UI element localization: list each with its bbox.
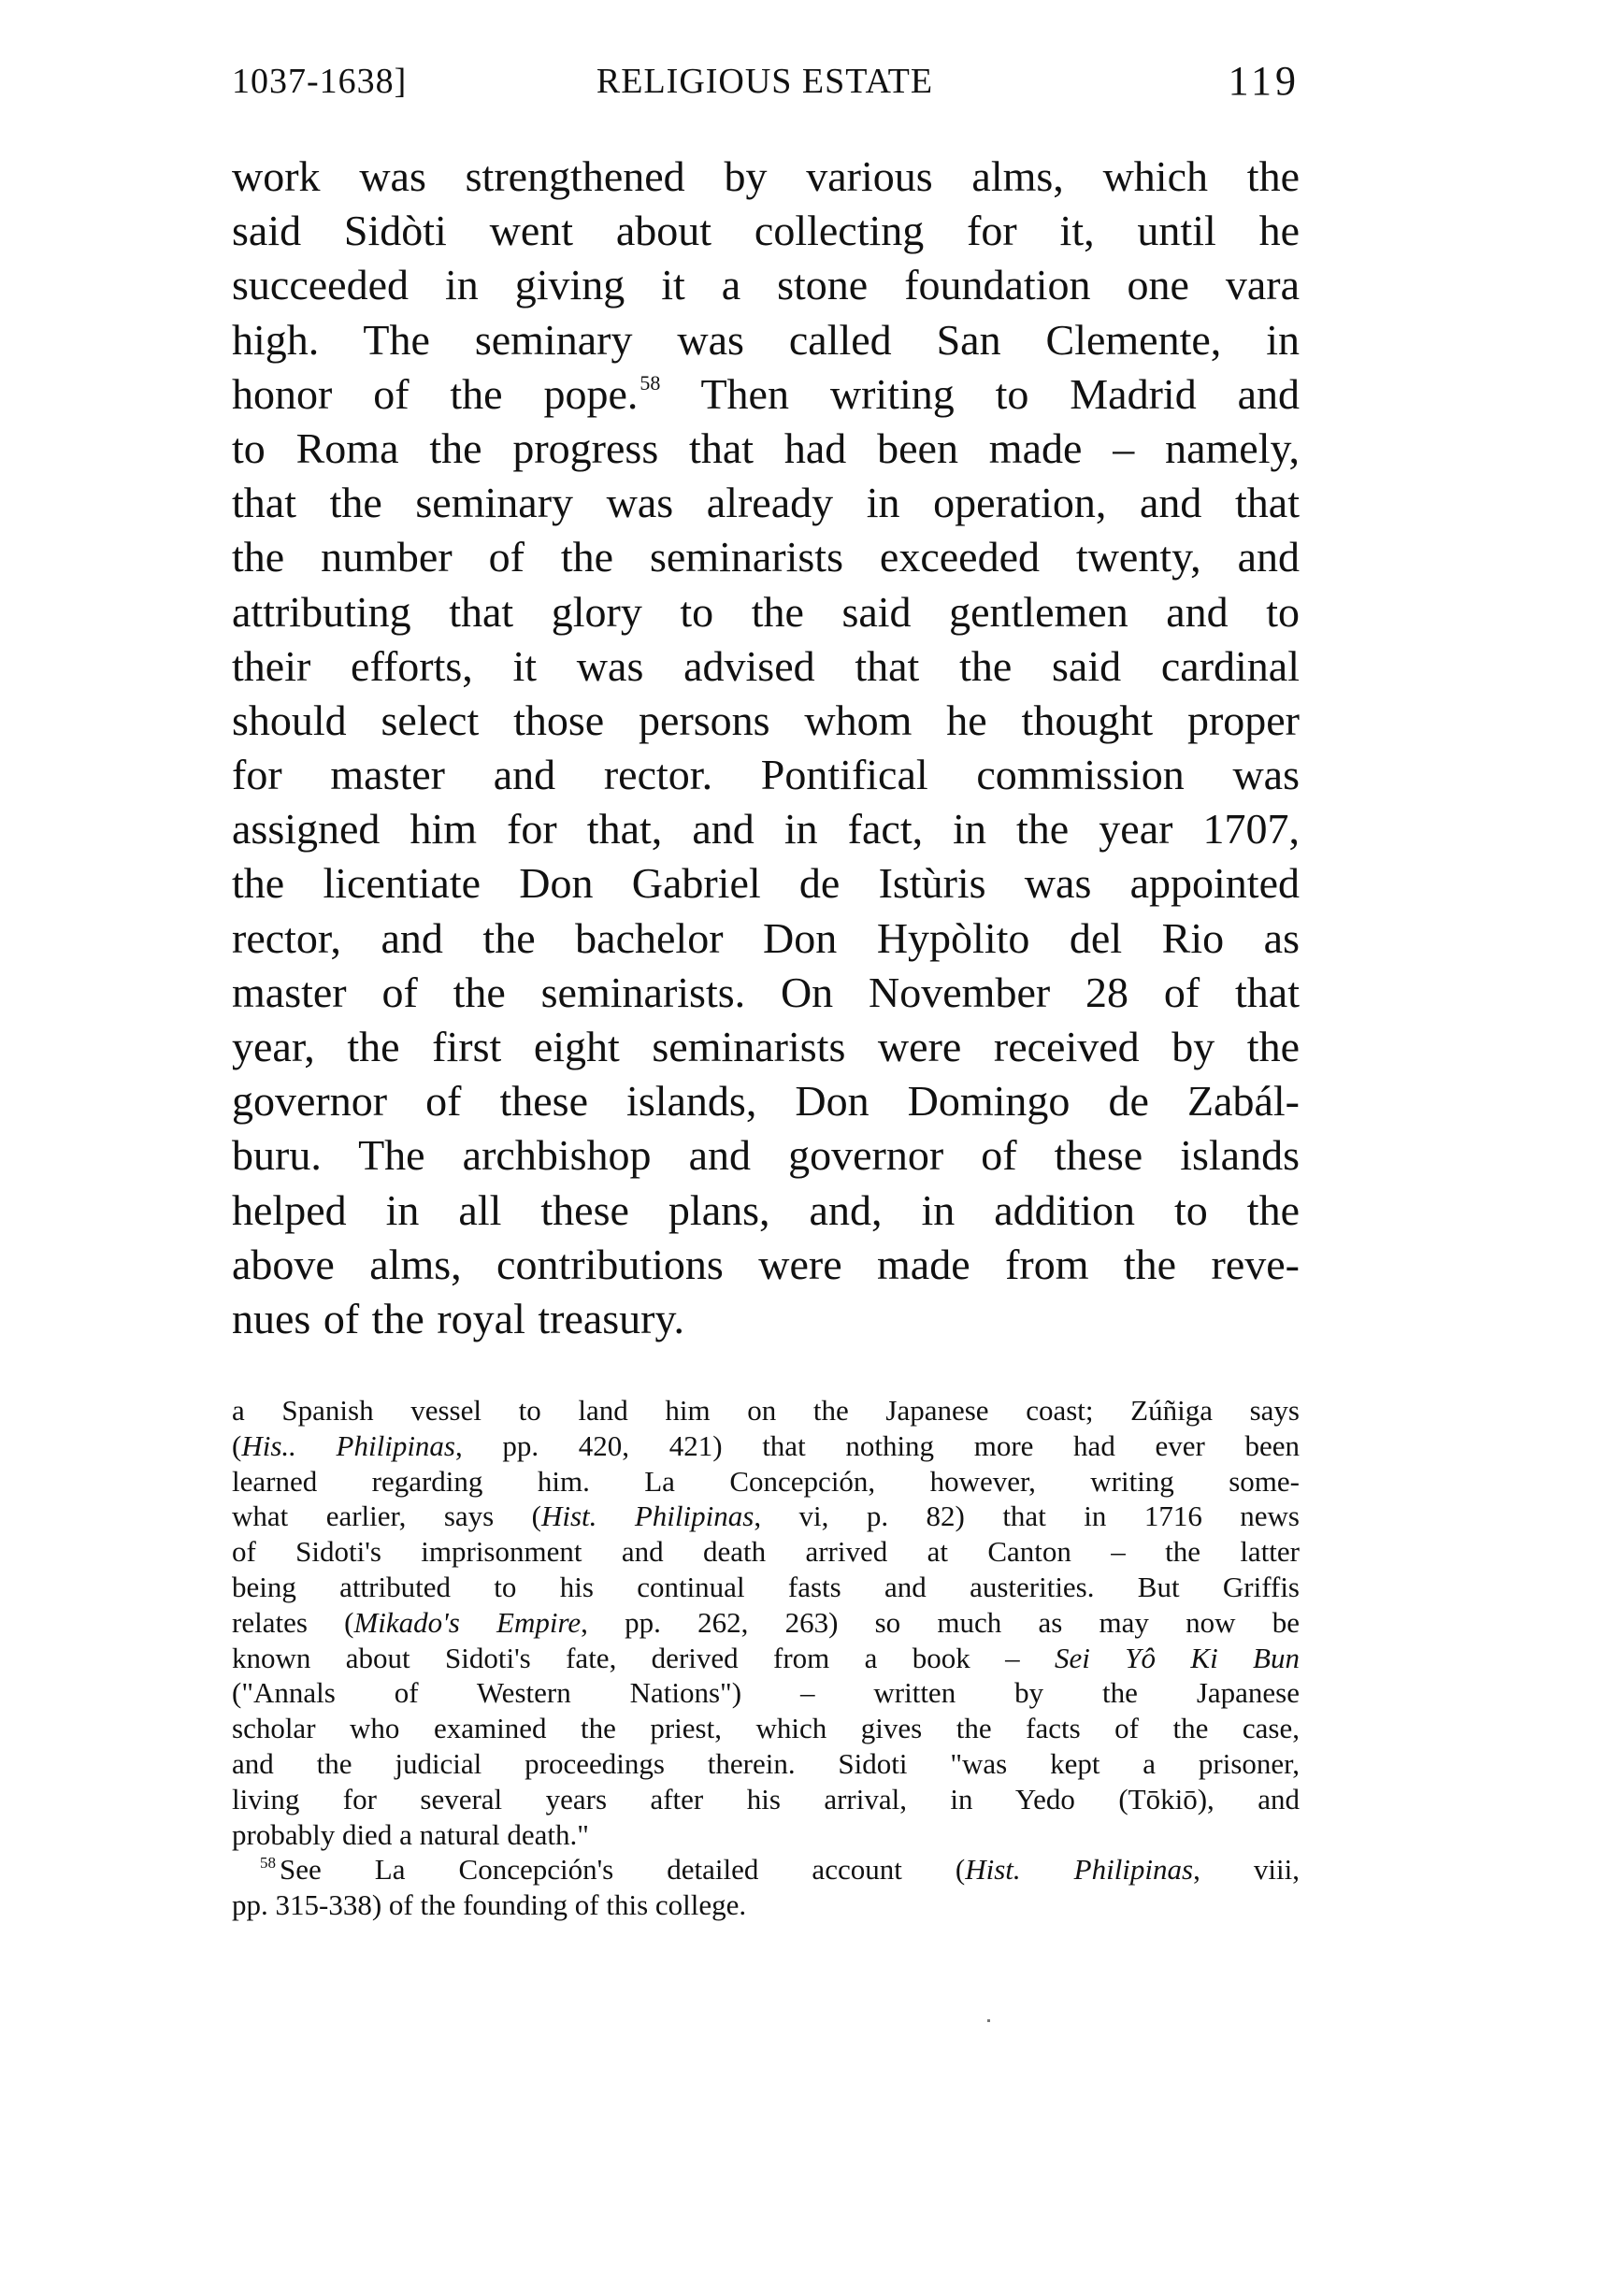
footnote-line: a Spanish vessel to land him on the Japanese coast; Zúñiga says <box>232 1394 1300 1427</box>
text-line: helped in all these plans, and, in addition to the <box>232 1185 1300 1234</box>
text-line: high. The seminary was called San Clemente, in <box>232 315 1300 364</box>
text-line: attributing that glory to the said gentlemen and to <box>232 587 1300 636</box>
text-line: succeeded in giving it a stone foundation one vara <box>232 261 1300 309</box>
footnote-line <box>232 1499 1300 1534</box>
page-number: 119 <box>1228 58 1300 104</box>
footnote-line: and the judicial proceedings therein. Sidoti "was kept a prisoner, <box>232 1746 1300 1780</box>
text-segment: , pp. 262, 263) so much as may now be <box>581 1605 1300 1639</box>
text-line: governor of these islands, Don Domingo de Zabál- <box>232 1077 1300 1126</box>
footnote-line: being attributed to his continual fasts and austerities. But Griffis <box>232 1570 1300 1603</box>
citation-title: His.. Philipinas <box>241 1428 455 1462</box>
main-text <box>232 150 1300 1346</box>
footnote-line: pp. 315-338) of the founding of this college. <box>232 1888 747 1922</box>
text-line: the number of the seminarists exceeded twenty, and <box>232 533 1300 581</box>
text-segment: , viii, <box>1193 1853 1300 1887</box>
text-line: should select those persons whom he thought proper <box>232 696 1300 744</box>
footnote-line: ("Annals of Western Nations") – written by the Japanese <box>232 1676 1300 1710</box>
running-head-title: RELIGIOUS ESTATE <box>596 62 934 101</box>
text-line: work was strengthened by various alms, which the <box>232 152 1300 200</box>
footnote-line: living for several years after his arrival, in Yedo (Tōkiō), and <box>232 1782 1300 1815</box>
text-segment: what earlier, says ( <box>232 1500 541 1533</box>
text-line: said Sidòti went about collecting for it, until he <box>232 207 1300 255</box>
text-line: for master and rector. Pontifical commission was <box>232 751 1300 799</box>
text-segment: honor of the pope. <box>232 369 639 418</box>
text-line: year, the first eight seminarists were received by the <box>232 1023 1300 1070</box>
text-line: the licentiate Don Gabriel de Istùris was appointed <box>232 859 1300 908</box>
footnote-line <box>232 1852 1300 1887</box>
text-line <box>232 367 1300 422</box>
text-line: their efforts, it was advised that the said cardinal <box>232 641 1300 690</box>
text-segment: known about Sidoti's fate, derived from a book – <box>232 1641 1056 1674</box>
citation-title: Mikado's Empire <box>353 1605 582 1639</box>
footnote-line: scholar who examined the priest, which gives the facts of the case, <box>232 1712 1300 1745</box>
footnote-line: learned regarding him. La Concepción, however, writing some- <box>232 1464 1300 1498</box>
footnote-line: probably died a natural death." <box>232 1817 589 1851</box>
text-line: assigned him for that, and in fact, in the year 1707, <box>232 805 1300 854</box>
text-segment: , vi, p. 82) that in 1716 news <box>754 1500 1300 1533</box>
text-segment: See La Concepción's detailed account ( <box>280 1853 966 1887</box>
text-segment: ( <box>232 1428 242 1462</box>
footnote-reference-58[interactable]: 58 <box>640 370 661 395</box>
text-line: that the seminary was already in operation, and that <box>232 479 1300 527</box>
footnote-line <box>232 1605 1300 1641</box>
citation-title: Sei Yô Ki Bun <box>1055 1641 1300 1674</box>
print-speck <box>987 2019 990 2022</box>
text-line: to Roma the progress that had been made – namely, <box>232 423 1300 472</box>
footnote-continued <box>232 1393 1300 1852</box>
footnote-line <box>232 1428 1300 1464</box>
text-segment: relates ( <box>232 1605 354 1639</box>
text-line: nues of the royal treasury. <box>232 1294 685 1342</box>
footnote-line <box>232 1641 1300 1676</box>
citation-title: Hist. Philipinas <box>965 1853 1194 1887</box>
running-head <box>232 58 1300 105</box>
text-line: rector, and the bachelor Don Hypòlito del Rio as <box>232 913 1300 962</box>
text-segment: , pp. 420, 421) that nothing more had ever been <box>455 1428 1300 1462</box>
text-segment: Then writing to Madrid and <box>660 369 1300 418</box>
text-line: above alms, contributions were made from the reve- <box>232 1240 1300 1288</box>
footnotes <box>232 1393 1300 1923</box>
footnote-line: of Sidoti's imprisonment and death arrived at Canton – the latter <box>232 1535 1300 1569</box>
footnote-58 <box>232 1852 1300 1923</box>
citation-title: Hist. Philipinas <box>540 1500 755 1533</box>
footnote-marker: 58 <box>260 1854 276 1873</box>
text-line: master of the seminarists. On November 28 of that <box>232 968 1300 1016</box>
text-line: buru. The archbishop and governor of these islands <box>232 1131 1300 1180</box>
running-head-date-range: 1037-1638] <box>232 62 408 101</box>
